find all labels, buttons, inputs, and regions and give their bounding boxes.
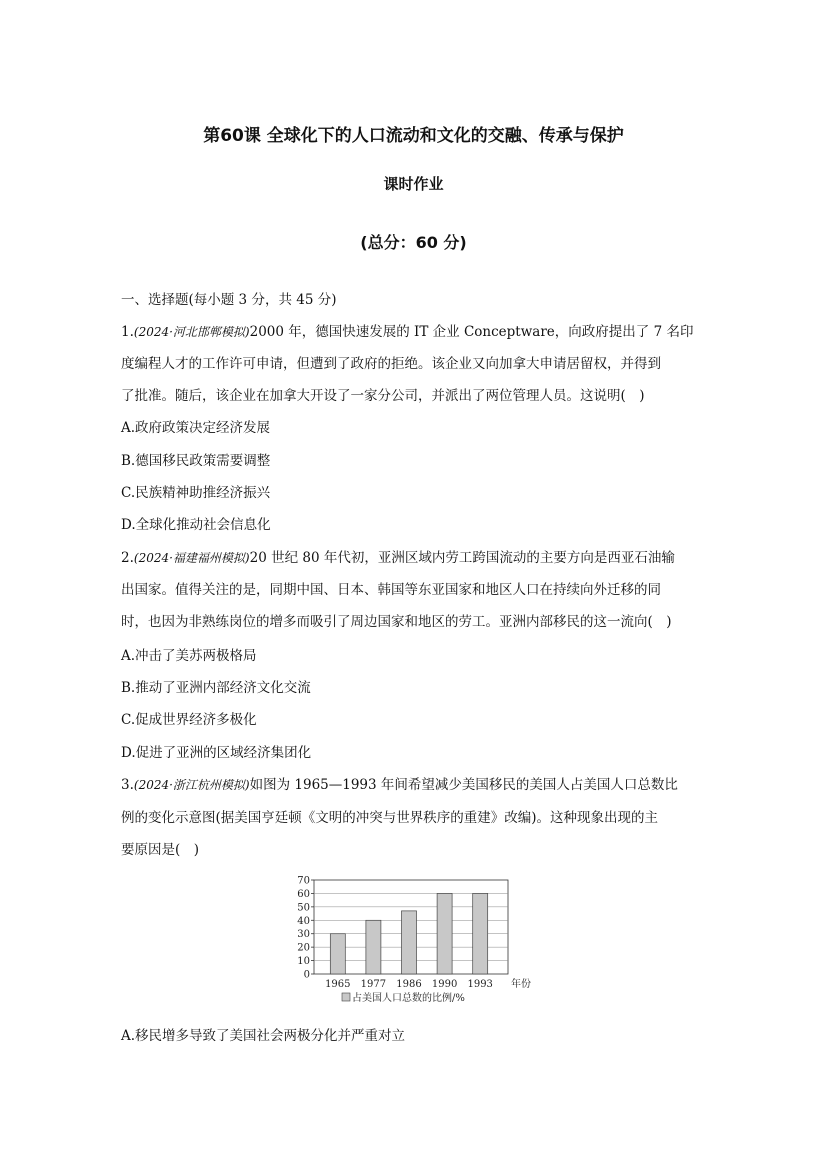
question-stem: 时，也因为非熟练岗位的增多而吸引了周边国家和地区的劳工。亚洲内部移民的这一流向( ) bbox=[121, 614, 672, 630]
bar-chart bbox=[290, 872, 540, 1012]
bar-1993 bbox=[473, 893, 488, 974]
question-stem: 了批准。随后，该企业在加拿大开设了一家分公司，并派出了两位管理人员。这说明( ) bbox=[121, 388, 645, 404]
option-d: D.促进了亚洲的区域经济集团化 bbox=[121, 745, 312, 761]
question-stem: 20 世纪 80 年代初，亚洲区域内劳工跨国流动的主要方向是西亚石油输 bbox=[249, 550, 675, 566]
question-3-line-1 bbox=[121, 775, 721, 795]
y-tick-label: 10 bbox=[297, 956, 310, 968]
option-a: A.移民增多导致了美国社会两极分化并严重对立 bbox=[121, 1028, 406, 1044]
total-score: (总分：60 分) bbox=[360, 233, 467, 252]
y-tick-label: 40 bbox=[297, 915, 310, 927]
bar-1977 bbox=[366, 920, 381, 974]
option-b: B.德国移民政策需要调整 bbox=[121, 453, 271, 469]
question-1-line-1 bbox=[121, 322, 721, 342]
y-tick-label: 20 bbox=[297, 942, 310, 954]
option-c: C.民族精神助推经济振兴 bbox=[121, 485, 271, 501]
y-tick-label: 30 bbox=[297, 929, 310, 941]
section-heading: 一、选择题(每小题 3 分，共 45 分) bbox=[121, 292, 337, 308]
x-category-label: 1965 bbox=[325, 979, 351, 990]
legend-label: 占美国人口总数的比例/% bbox=[352, 993, 465, 1004]
bar-chart-svg bbox=[290, 872, 540, 1012]
option-b: B.推动了亚洲内部经济文化交流 bbox=[121, 680, 311, 696]
question-source: (2024·浙江杭州模拟) bbox=[133, 778, 250, 792]
y-tick-label: 70 bbox=[297, 875, 310, 887]
x-category-label: 1977 bbox=[360, 979, 387, 990]
x-axis-label: 年份 bbox=[511, 979, 531, 990]
question-stem: 要原因是( ) bbox=[121, 842, 200, 858]
question-stem: 例的变化示意图(据美国亨廷顿《文明的冲突与世界秩序的重建》改编)。这种现象出现的主 bbox=[121, 810, 659, 826]
question-stem: 如图为 1965—1993 年间希望减少美国移民的美国人占美国人口总数比 bbox=[249, 777, 678, 793]
question-stem: 2000 年，德国快速发展的 IT 企业 Conceptware，向政府提出了 7 名印 bbox=[249, 324, 694, 340]
y-tick-label: 60 bbox=[297, 888, 310, 900]
question-source: (2024·河北邯郸模拟) bbox=[133, 325, 250, 339]
bar-1965 bbox=[330, 934, 345, 974]
question-number: 3. bbox=[121, 777, 134, 793]
option-d: D.全球化推动社会信息化 bbox=[121, 517, 271, 533]
y-tick-label: 50 bbox=[297, 902, 310, 914]
lesson-title: 第60课 全球化下的人口流动和文化的交融、传承与保护 bbox=[203, 126, 624, 146]
question-stem: 出国家。值得关注的是，同期中国、日本、韩国等东亚国家和地区人口在持续向外迁移的同 bbox=[121, 582, 661, 598]
x-category-label: 1990 bbox=[431, 979, 458, 990]
x-category-label: 1986 bbox=[396, 979, 422, 990]
option-a: A.冲击了美苏两极格局 bbox=[121, 648, 257, 664]
y-tick-label: 0 bbox=[303, 969, 310, 981]
question-source: (2024·福建福州模拟) bbox=[133, 551, 250, 565]
option-c: C.促成世界经济多极化 bbox=[121, 712, 257, 728]
bar-1990 bbox=[437, 893, 452, 974]
question-number: 2. bbox=[121, 550, 134, 566]
option-a: A.政府政策决定经济发展 bbox=[121, 420, 271, 436]
question-number: 1. bbox=[121, 324, 134, 340]
question-stem: 度编程人才的工作许可申请，但遭到了政府的拒绝。该企业又向加拿大申请居留权，并得到 bbox=[121, 356, 661, 372]
legend-swatch bbox=[342, 993, 350, 1001]
subtitle: 课时作业 bbox=[383, 175, 444, 193]
bar-1986 bbox=[402, 911, 417, 974]
question-2-line-1 bbox=[121, 548, 721, 568]
x-category-label: 1993 bbox=[467, 979, 493, 990]
